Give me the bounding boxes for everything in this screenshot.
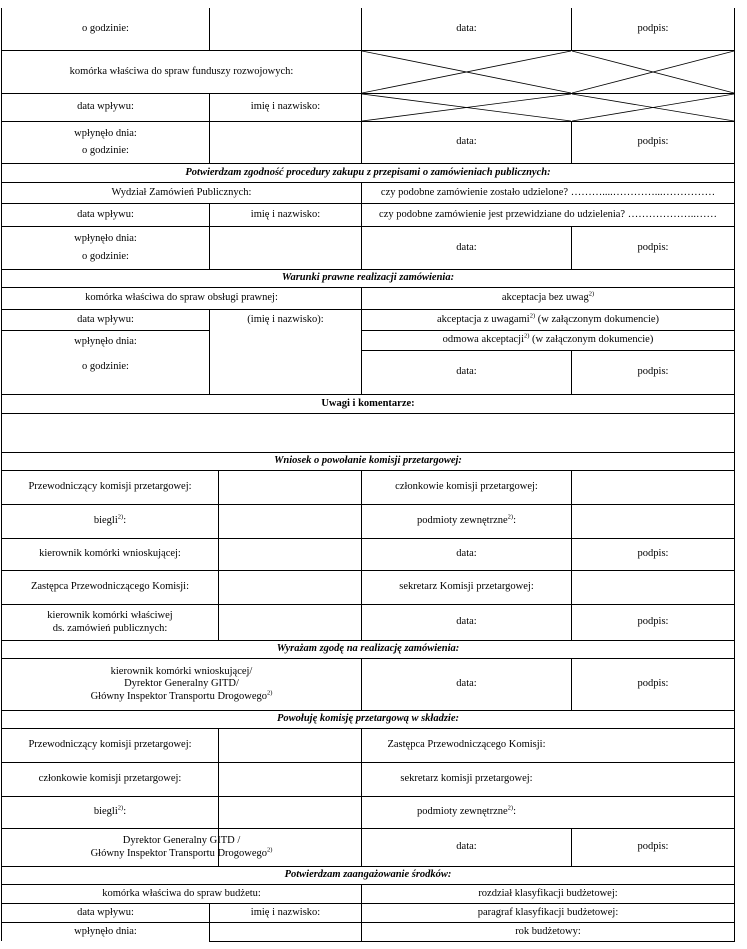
committee-secretary-field[interactable]: [572, 763, 734, 796]
signature-label: podpis:: [637, 841, 669, 853]
similar-order-granted-question: czy podobne zamówienie zostało udzielone? ………....…………...……………: [380, 186, 716, 198]
label-line: ds. zamówień publicznych:: [52, 622, 168, 634]
external-entities-field[interactable]: [572, 797, 734, 828]
date-label: data:: [456, 841, 477, 853]
requesting-unit-head-field[interactable]: [219, 539, 361, 570]
signature-label: podpis:: [637, 22, 669, 34]
received-date-field[interactable]: [210, 331, 361, 394]
committee-members-label: członkowie komisji przetargowej:: [38, 773, 182, 785]
committee-chair-label: Przewodniczący komisji przetargowej:: [28, 481, 192, 493]
receipt-date-label: data wpływu:: [77, 906, 134, 918]
signature-label: podpis:: [637, 241, 669, 253]
budget-year-label: rok budżetowy:: [515, 925, 581, 937]
signature-label: podpis:: [637, 136, 669, 148]
label-line: kierownik komórki właściwej: [47, 609, 173, 621]
submission-time-field[interactable]: [210, 8, 361, 50]
received-on-label: wpłynęło dnia:: [74, 925, 137, 937]
receipt-date-label: data wpływu:: [77, 208, 134, 220]
external-entities-field[interactable]: [572, 505, 734, 538]
at-time-label: o godzinie:: [82, 251, 129, 263]
budget-unit-label: komórka właściwa do spraw budżetu:: [102, 887, 261, 899]
date-label: data:: [456, 241, 477, 253]
signature-label: podpis:: [637, 616, 669, 628]
received-date-time-labels: [2, 122, 209, 163]
date-label: data:: [456, 136, 477, 148]
receipt-date-label: data wpływu:: [77, 101, 134, 113]
external-entities-text: podmioty zewnętrzne$^{2)}$:: [416, 513, 517, 527]
received-date-field[interactable]: [210, 227, 361, 269]
external-entities-text: podmioty zewnętrzne$^{2)}$:: [416, 804, 517, 818]
label-line: kierownik komórki wnioskującej/: [110, 665, 253, 677]
received-date-time-labels: [2, 331, 209, 394]
committee-secretary-label: sekretarz Komisji przetargowej:: [399, 581, 534, 593]
budget-chapter-label: rozdział klasyfikacji budżetowej:: [478, 887, 618, 899]
legal-unit-label: komórka właściwa do spraw obsługi prawnej:: [85, 292, 278, 304]
received-date-field[interactable]: [210, 923, 361, 941]
committee-chair-field[interactable]: [219, 729, 361, 762]
section-heading-funds-commitment: Potwierdzam zaangażowanie środków:: [284, 869, 452, 881]
deputy-chair-label: Zastępca Przewodniczącego Komisji:: [387, 739, 546, 751]
option-text: akceptacja z uwagami$^{2)}$ (w załączonym dokumencie): [436, 312, 660, 325]
external-entities-label: [362, 505, 571, 538]
full-name-label: imię i nazwisko:: [250, 101, 321, 113]
date-label: data:: [456, 548, 477, 560]
label-line: Główny Inspektor Transportu Drogowego$^{2)}$: [90, 689, 273, 702]
section-heading-procurement-compliance: Potwierdzam zgodność procedury zakupu z przepisami o zamówieniach publicznych:: [185, 166, 551, 178]
label-line: Dyrektor Generalny GITD/: [124, 678, 239, 690]
option-accept-without-remarks[interactable]: [362, 288, 734, 309]
committee-members-field[interactable]: [219, 763, 361, 796]
date-label: data:: [456, 678, 477, 690]
committee-chair-label: Przewodniczący komisji przetargowej:: [28, 739, 192, 751]
signature-label: podpis:: [637, 678, 669, 690]
received-date-time-labels: [2, 227, 209, 269]
option-text: odmowa akceptacji$^{2)}$ (w załączonym dokumencie): [442, 332, 654, 346]
director-general-label: [2, 829, 361, 866]
full-name-label: imię i nazwisko:: [250, 906, 321, 918]
received-on-label: wpłynęło dnia:: [74, 336, 137, 347]
at-time-label: o godzinie:: [82, 360, 129, 372]
at-time-label: o godzinie:: [82, 145, 129, 157]
committee-secretary-field[interactable]: [572, 571, 734, 604]
development-funds-unit-label: komórka właściwa do spraw funduszy rozwojowych:: [69, 65, 294, 77]
deputy-chair-field[interactable]: [572, 729, 734, 762]
section-heading-legal-conditions: Warunki prawne realizacji zamówienia:: [281, 272, 455, 284]
committee-chair-field[interactable]: [219, 471, 361, 504]
full-name-label: imię i nazwisko:: [250, 208, 321, 220]
date-label: data:: [456, 22, 477, 34]
date-label: data:: [456, 366, 477, 378]
option-text: akceptacja bez uwag$^{2)}$: [501, 290, 595, 304]
experts-text: biegli$^{2)}$:: [93, 804, 127, 818]
procurement-unit-head-label: [2, 605, 218, 640]
similar-order-planned-question: czy podobne zamówienie jest przewidziane do udzielenia? ………………..……: [379, 208, 717, 220]
experts-text: biegli$^{2)}$:: [93, 513, 127, 527]
full-name-label: (imię i nazwisko):: [247, 313, 324, 325]
section-heading-order-approval: Wyrażam zgodę na realizację zamówienia:: [276, 643, 460, 655]
option-reject[interactable]: [362, 331, 734, 350]
deputy-chair-label: Zastępca Przewodniczącego Komisji:: [30, 581, 190, 593]
public-procurement-department-label: Wydział Zamówień Publicznych:: [111, 186, 252, 198]
requesting-unit-head-label: kierownik komórki wnioskującej:: [39, 548, 181, 560]
crossed-out-cells: [362, 51, 734, 121]
comments-field[interactable]: [2, 414, 734, 452]
budget-paragraph-label: paragraf klasyfikacji budżetowej:: [477, 906, 619, 918]
option-accept-with-remarks[interactable]: [362, 310, 734, 330]
section-heading-committee-request: Wniosek o powołanie komisji przetargowej:: [274, 455, 462, 467]
committee-members-field[interactable]: [572, 471, 734, 504]
date-label: data:: [456, 616, 477, 628]
committee-secretary-label: sekretarz komisji przetargowej:: [400, 773, 533, 785]
signature-label: podpis:: [637, 548, 669, 560]
experts-field[interactable]: [219, 797, 361, 828]
label-line: Główny Inspektor Transportu Drogowego$^{2)}$: [90, 846, 273, 859]
received-date-field[interactable]: [210, 122, 361, 163]
experts-label: [2, 797, 218, 828]
section-heading-comments: Uwagi i komentarze:: [321, 397, 415, 409]
deputy-chair-field[interactable]: [219, 571, 361, 604]
committee-members-label: członkowie komisji przetargowej:: [395, 481, 538, 493]
label-line: Dyrektor Generalny GITD /: [122, 834, 241, 846]
receipt-date-label: data wpływu:: [77, 313, 134, 325]
signature-label: podpis:: [637, 366, 669, 378]
received-on-label: wpłynęło dnia:: [74, 128, 137, 139]
procurement-unit-head-field[interactable]: [219, 605, 361, 640]
experts-field[interactable]: [219, 505, 361, 538]
section-heading-committee-appointment: Powołuję komisję przetargową w składzie:: [276, 713, 459, 725]
received-on-label: wpłynęło dnia:: [74, 233, 137, 244]
submission-time-label: o godzinie:: [82, 22, 129, 34]
experts-label: [2, 505, 218, 538]
external-entities-label: [362, 797, 571, 828]
approver-label: [2, 659, 361, 710]
